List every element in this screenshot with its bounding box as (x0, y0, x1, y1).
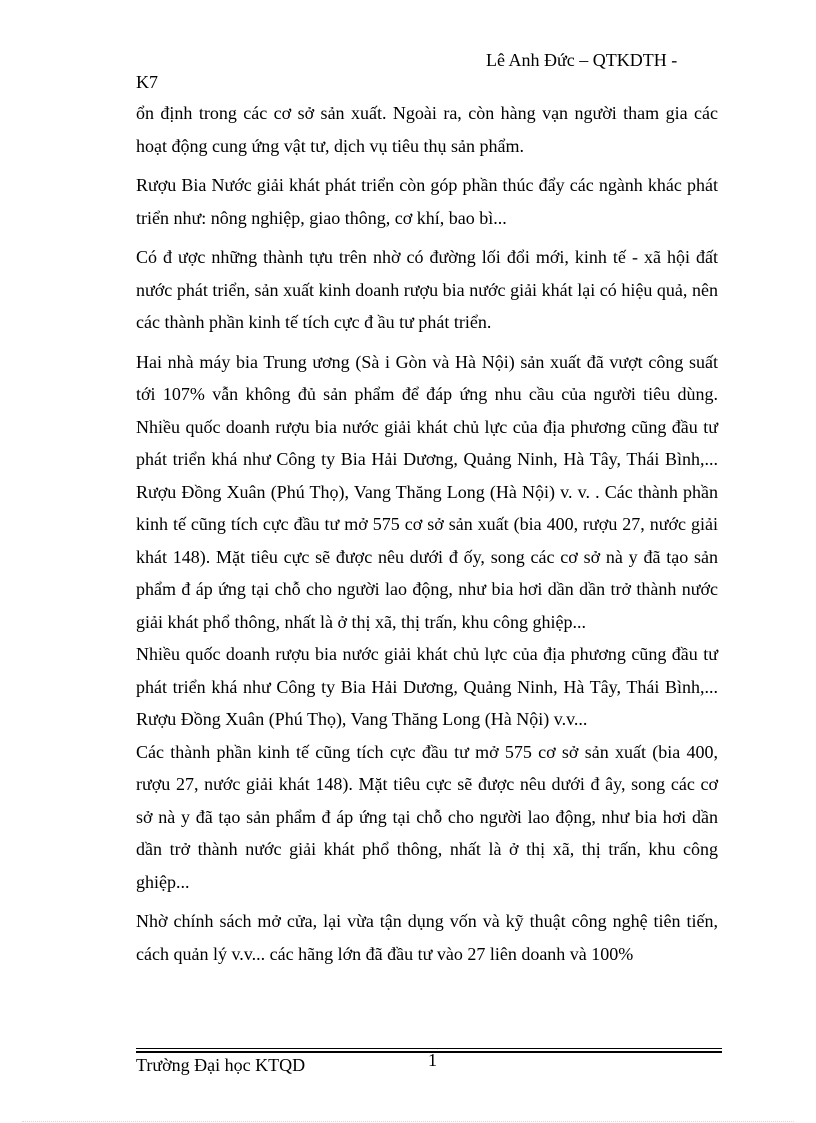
paragraph-2: Rượu Bia Nước giải khát phát triển còn góp phần thúc đẩy các ngành khác phát triển như: nông nghiệp, giao thông, cơ khí, bao bì... (136, 175, 718, 228)
paragraph-5: Nhiều quốc doanh rượu bia nước giải khát chủ lực của địa phương cũng đầu tư phát triển khá như Công ty Bia Hải Dương, Quảng Ninh, Hà Tây, Thái Bình,... Rượu Đồng Xuân (Phú Thọ), Vang Thăng Long (Hà Nội) v.v... (136, 644, 718, 729)
running-header-author: Lê Anh Đức – QTKDTH - (486, 50, 678, 70)
footer-school-name: Trường Đại học KTQD (136, 1055, 306, 1075)
footer-divider-thin (136, 1048, 722, 1049)
paragraph-6: Các thành phần kinh tế cũng tích cực đầu tư mở 575 cơ sở sản xuất (bia 400, rượu 27, nước giải khát 148). Mặt tiêu cực sẽ được nêu dưới đ ây, song các cơ sở nà y đã tạo sản phẩm đ áp ứng tại chỗ cho người lao động, như bia hơi dần dần trở thành nước giải khát phổ thông, nhất là ở thị xã, thị trấn, khu công ghiệp... (136, 741, 718, 892)
page-bottom-edge (22, 1121, 794, 1122)
paragraph-7: Nhờ chính sách mở cửa, lại vừa tận dụng vốn và kỹ thuật công nghệ tiên tiến, cách quản lý v.v... các hãng lớn đã đầu tư vào 27 liên doanh và 100% (136, 911, 718, 964)
paragraph-4: Hai nhà máy bia Trung ương (Sà i Gòn và Hà Nội) sản xuất đã vượt công suất tới 107% vẫn không đủ sản phẩm để đáp ứng nhu cầu của người tiêu dùng. Nhiều quốc doanh rượu bia nước giải khát chủ lực của địa phương cũng đầu tư phát triển khá như Công ty Bia Hải Dương, Quảng Ninh, Hà Tây, Thái Bình,... Rượu Đồng Xuân (Phú Thọ), Vang Thăng Long (Hà Nội) v. v. . Các thành phần kinh tế cũng tích cực đầu tư mở 575 cơ sở sản xuất (bia 400, rượu 27, nước giải khát 148). Mặt tiêu cực sẽ được nêu dưới đ ốy, song các cơ sở nà y đã tạo sản phẩm đ áp ứng tại chỗ cho người lao động, như bia hơi dần dần trở thành nước giải khát phổ thông, nhất là ở thị xã, thị trấn, khu công ghiệp... (136, 351, 718, 632)
paragraph-1: ổn định trong các cơ sở sản xuất. Ngoài ra, còn hàng vạn người tham gia các hoạt động cung ứng vật tư, dịch vụ tiêu thụ sản phẩm. (136, 103, 718, 156)
paragraph-3: Có đ ược những thành tựu trên nhờ có đường lối đổi mới, kinh tế - xã hội đất nước phát triển, sản xuất kinh doanh rượu bia nước giải khát lại có hiệu quả, nên các thành phần kinh tế tích cực đ ầu tư phát triển. (136, 247, 718, 332)
running-header-class: K7 (136, 72, 158, 92)
page-number: 1 (428, 1050, 437, 1070)
document-body (136, 97, 718, 977)
